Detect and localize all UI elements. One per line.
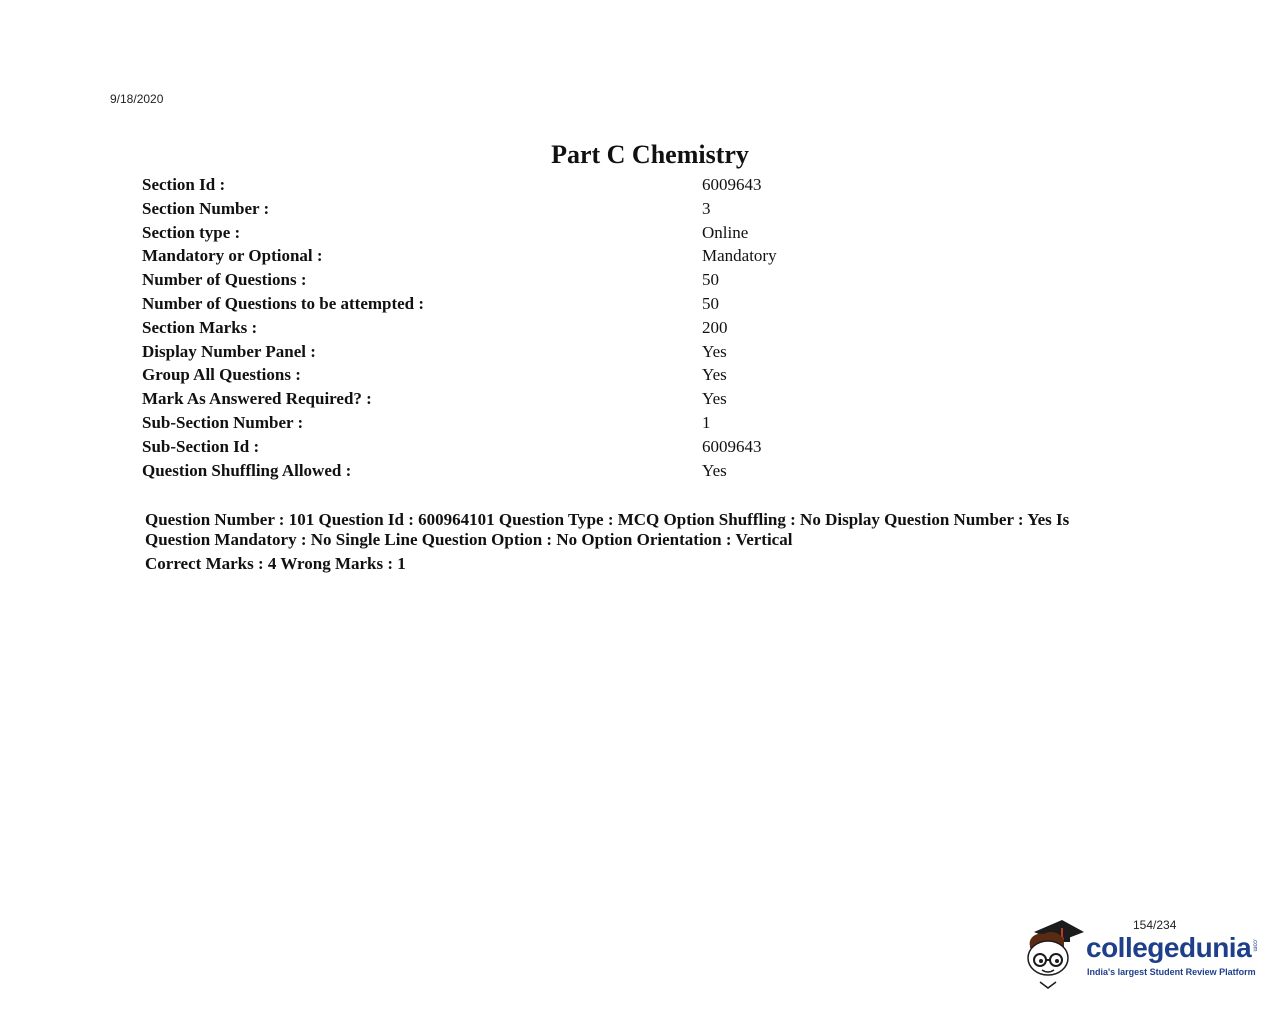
logo-tagline: India's largest Student Review Platform bbox=[1087, 967, 1256, 977]
info-value: 1 bbox=[702, 412, 711, 432]
info-row bbox=[142, 435, 942, 459]
info-label: Section Id : bbox=[142, 175, 226, 194]
info-row bbox=[142, 244, 942, 268]
info-row bbox=[142, 221, 942, 245]
logo-suffix: .com bbox=[1251, 938, 1258, 952]
info-label: Sub-Section Number : bbox=[142, 412, 304, 432]
info-label: Number of Questions : bbox=[142, 270, 307, 290]
info-value: 3 bbox=[702, 198, 711, 218]
question-marks: Correct Marks : 4 Wrong Marks : 1 bbox=[145, 554, 406, 573]
info-value: 50 bbox=[702, 293, 719, 313]
info-label: Section Marks : bbox=[142, 317, 258, 337]
info-label: Mandatory or Optional : bbox=[142, 246, 323, 266]
collegedunia-logo bbox=[1024, 918, 1264, 993]
info-value: Online bbox=[702, 222, 749, 242]
info-row bbox=[142, 340, 942, 364]
info-row bbox=[142, 316, 942, 340]
info-label: Section type : bbox=[142, 222, 241, 242]
info-row bbox=[142, 387, 942, 411]
info-row bbox=[142, 197, 942, 221]
info-label: Section Number : bbox=[142, 198, 270, 218]
info-row bbox=[142, 363, 942, 387]
graduate-mascot-icon bbox=[1024, 918, 1086, 990]
info-label: Mark As Answered Required? : bbox=[142, 389, 372, 409]
info-value: Yes bbox=[702, 341, 727, 361]
info-value: 50 bbox=[702, 270, 719, 290]
info-row bbox=[142, 268, 942, 292]
section-info-table bbox=[142, 173, 942, 482]
info-row bbox=[142, 173, 942, 197]
logo-wordmark: collegedunia bbox=[1086, 932, 1252, 963]
info-row bbox=[142, 411, 942, 435]
page-number: 154/234 bbox=[1133, 918, 1177, 932]
section-title: Part C Chemistry bbox=[551, 140, 749, 169]
info-label: Question Shuffling Allowed : bbox=[142, 460, 352, 480]
info-value: Yes bbox=[702, 365, 727, 385]
print-date: 9/18/2020 bbox=[110, 92, 164, 106]
info-label: Group All Questions : bbox=[142, 365, 301, 385]
info-label: Display Number Panel : bbox=[142, 341, 316, 361]
info-value: Yes bbox=[702, 460, 727, 480]
info-value: Mandatory bbox=[702, 246, 777, 266]
info-value: 200 bbox=[702, 317, 728, 337]
info-value: 6009643 bbox=[702, 436, 762, 456]
question-meta: Question Number : 101 Question Id : 600964101 Question Type : MCQ Option Shuffling : No Display Question Number : Yes Is Question Mandatory : No Single Line Question Option : No Option Orientation : Vertical bbox=[145, 510, 1070, 549]
info-value: Yes bbox=[702, 389, 727, 409]
info-label: Sub-Section Id : bbox=[142, 436, 260, 456]
info-row bbox=[142, 292, 942, 316]
info-row bbox=[142, 459, 942, 483]
info-label: Number of Questions to be attempted : bbox=[142, 293, 425, 313]
info-value: 6009643 bbox=[702, 175, 762, 194]
